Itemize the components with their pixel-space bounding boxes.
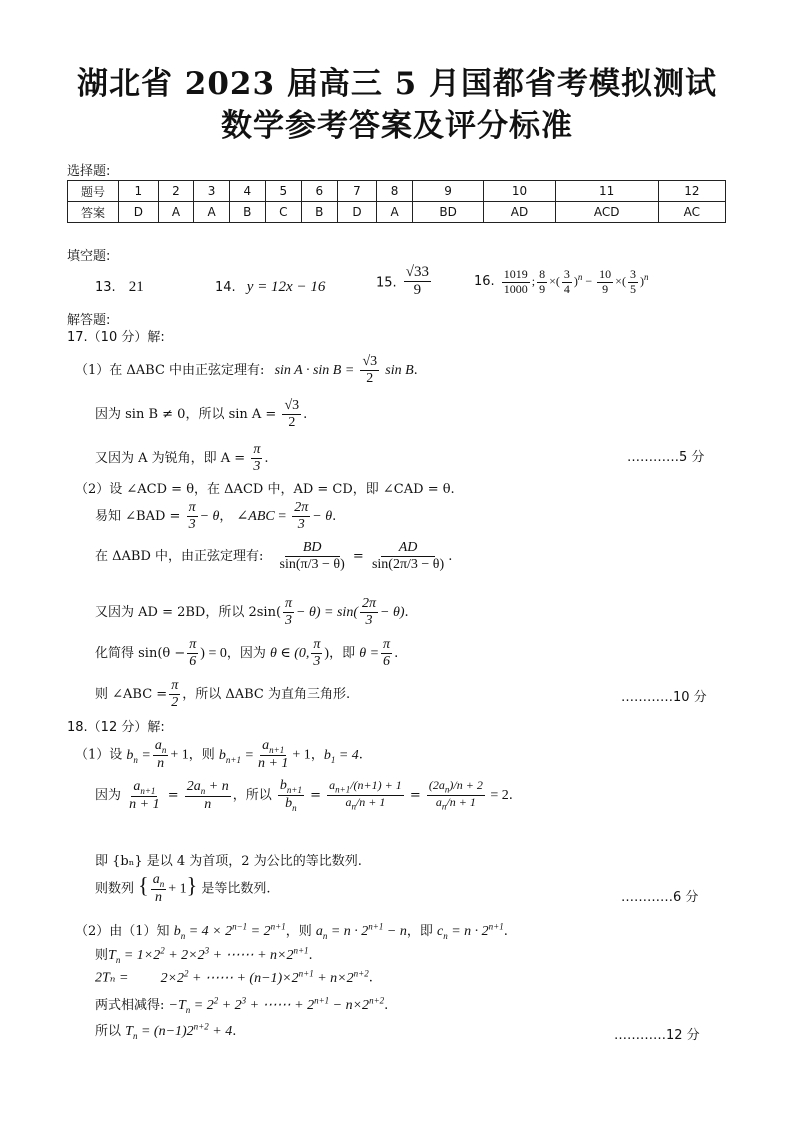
question-number: 4 xyxy=(229,181,265,202)
answer-formula: $\frac{1019}{1000}$ ; $\frac{8}{9}$ ×( $\frac{3}{4}$ )$^n$ − $\frac{10}{9}$ ×( $\frac{3}{5}$ )$^n$ xyxy=(503,267,649,296)
answer-cell: D xyxy=(337,202,377,223)
answer-cell: A xyxy=(158,202,194,223)
question-number: 6 xyxy=(301,181,337,202)
answer-cell: D xyxy=(119,202,159,223)
choice-section-label: 选择题: xyxy=(67,164,111,179)
denominator: 9 xyxy=(413,282,422,299)
text: 在 ΔABD 中，由正弦定理有: xyxy=(95,549,264,565)
question-number: 14. xyxy=(215,280,236,295)
text: 因为 xyxy=(95,788,122,804)
text: 则数列 xyxy=(95,881,135,897)
fill-answer-13 xyxy=(95,276,144,296)
text: 则 xyxy=(95,948,109,963)
text: 是等比数列. xyxy=(201,881,271,897)
q17-part1-line1: （1）在 ΔABC 中由正弦定理有: sin A · sin B = $\frac{√3}{2}$ sin B. xyxy=(75,354,418,387)
document-title-line1: 湖北省 2023 届高三 5 月国都省考模拟测试 xyxy=(76,66,718,102)
q17-part2-line4: 又因为 AD = 2BD，所以 2sin( $\frac{\pi}{3}$ − θ) = sin( $\frac{2\pi}{3}$ − θ). xyxy=(95,596,409,629)
answer-cell: A xyxy=(194,202,230,223)
answer-value: y = 12x − 16 xyxy=(246,279,326,295)
score-marker: …………12 分 xyxy=(614,1028,700,1043)
text: 又因为 A 为锐角，即 A = xyxy=(95,451,246,467)
question-number: 1 xyxy=(119,181,159,202)
text: 2Tₙ = xyxy=(95,970,129,986)
question-number: 8 xyxy=(377,181,413,202)
question-number: 5 xyxy=(265,181,301,202)
text: 所以 xyxy=(95,1024,122,1039)
answer-cell: C xyxy=(265,202,301,223)
text: （1）在 ΔABC 中由正弦定理有: xyxy=(75,363,265,379)
answer-cell: A xyxy=(377,202,413,223)
question-number: 7 xyxy=(337,181,377,202)
q17-part1-line3: 又因为 A 为锐角，即 A = $\frac{\pi}{3}$ . xyxy=(95,442,269,475)
answer-cell: BD xyxy=(412,202,483,223)
table-row-answers xyxy=(68,202,726,223)
fill-section-label: 填空题: xyxy=(67,249,111,264)
text: 易知 ∠BAD = xyxy=(95,509,181,525)
q18-part2-line4: 两式相减得: $-T_n = 2^2 + 2^3$ + ⋯⋯ + $2^{n+1} - n\times 2^{n+2}$. xyxy=(95,995,389,1015)
q18-part1-line3: 即 {bₙ} 是以 4 为首项，2 为公比的等比数列. xyxy=(95,854,362,869)
answer-table xyxy=(67,180,726,223)
q18-part1-line4: 则数列 { $\frac{a_n}{n}$ + 1} 是等比数列. xyxy=(95,872,271,906)
numerator: √33 xyxy=(404,264,431,282)
row-label-number: 题号 xyxy=(68,181,119,202)
question-number: 13. xyxy=(95,280,116,295)
q17-part2-line6: 则 ∠ABC = $\frac{\pi}{2}$ ，所以 ΔABC 为直角三角形. xyxy=(95,678,351,711)
text: ，所以 ΔABC 为直角三角形. xyxy=(182,687,351,703)
text: 因为 sin B ≠ 0，所以 sin A = xyxy=(95,407,277,423)
text: 两式相减得: xyxy=(95,998,165,1013)
answer-cell: AC xyxy=(658,202,725,223)
text: （2）由（1）知 xyxy=(75,924,170,939)
answer-cell: ACD xyxy=(555,202,658,223)
question-number: 11 xyxy=(555,181,658,202)
question-number: 16. xyxy=(474,274,495,290)
score-marker: …………10 分 xyxy=(621,690,707,705)
q18-part1-line2: 因为 $\frac{a_{n+1}}{n + 1}$ = $\frac{2a_n + n}{n}$ ，所以 $\frac{b_{n+1}}{b_n}$ = $\frac{a_{n+1}/(n+1) + 1}{a_n/n + 1}$ = $\frac{(2a_n)/n + 2}{a_n/n + 1}$ = 2. xyxy=(95,778,513,813)
fill-answer-16 xyxy=(474,268,648,297)
question-number: 10 xyxy=(484,181,555,202)
question-number: 12 xyxy=(658,181,725,202)
text: 又因为 AD = 2BD，所以 2sin( xyxy=(95,605,282,621)
q17-part2-line3: 在 ΔABD 中，由正弦定理有: $\frac{BD}{\sin(\pi/3 - \theta)}$ = $\frac{AD}{\sin(2\pi/3 - \theta)}$ . xyxy=(95,540,453,573)
solve-section-label: 解答题: xyxy=(67,313,111,328)
q18-part2-line1: （2）由（1）知 $b_n = 4 \times 2^{n-1} = 2^{n+1}$，则 $a_n = n \cdot 2^{n+1} - n$，即 $c_n = n \cdot 2^{n+1}$. xyxy=(75,921,508,941)
text: 化简得 sin(θ − xyxy=(95,646,186,662)
document-title-line2: 数学参考答案及评分标准 xyxy=(221,108,573,144)
answer-cell: B xyxy=(229,202,265,223)
q17-part2-line2: 易知 ∠BAD = $\frac{\pi}{3}$ − θ， ∠ABC = $\frac{2\pi}{3}$ − θ. xyxy=(95,500,337,533)
question-number: 15. xyxy=(376,275,397,291)
question-number: 9 xyxy=(412,181,483,202)
q18-part2-line3: $2T_n = 2\times 2^2$ + ⋯⋯ + $(n-1)\times 2^{n+1} + n\times 2^{n+2}$. xyxy=(95,968,373,986)
fill-answer-15 xyxy=(376,264,433,300)
table-row-numbers xyxy=(68,181,726,202)
answer-cell: AD xyxy=(484,202,555,223)
text: 则 ∠ABC = xyxy=(95,687,168,703)
q18-part2-line5: 所以 $T_n = (n-1)2^{n+2} + 4$. xyxy=(95,1021,237,1041)
fill-answer-14 xyxy=(215,276,325,296)
question-number: 2 xyxy=(158,181,194,202)
q18-part2-line2: 则$T_n = 1\times 2^2 + 2\times 2^3$ + ⋯⋯ + $n\times 2^{n+1}$. xyxy=(95,945,313,965)
q18-part1-line1: （1）设 $b_n$ = $\frac{a_n}{n}$ + 1，则 $b_{n+1}$ = $\frac{a_{n+1}}{n + 1}$ + 1，$b_1 = 4$. xyxy=(75,738,363,772)
text: （1）设 xyxy=(75,747,123,763)
q17-part2-line5: 化简得 sin(θ − $\frac{\pi}{6}$ ) = 0，因为 θ ∈ (0, $\frac{\pi}{3}$ )，即 θ = $\frac{\pi}{6}$ . xyxy=(95,637,399,670)
q17-heading: 17.（10 分）解: xyxy=(67,330,165,345)
q17-part2-line1: （2）设 ∠ACD = θ，在 ΔACD 中，AD = CD，即 ∠CAD = θ. xyxy=(75,482,455,497)
row-label-answer: 答案 xyxy=(68,202,119,223)
score-marker: …………6 分 xyxy=(621,890,699,905)
question-number: 3 xyxy=(194,181,230,202)
fraction xyxy=(404,264,431,300)
answer-value: 21 xyxy=(128,279,144,295)
q18-heading: 18.（12 分）解: xyxy=(67,720,165,735)
answer-cell: B xyxy=(301,202,337,223)
q17-part1-line2: 因为 sin B ≠ 0，所以 sin A = $\frac{√3}{2}$ . xyxy=(95,398,308,431)
score-marker: …………5 分 xyxy=(627,450,705,465)
